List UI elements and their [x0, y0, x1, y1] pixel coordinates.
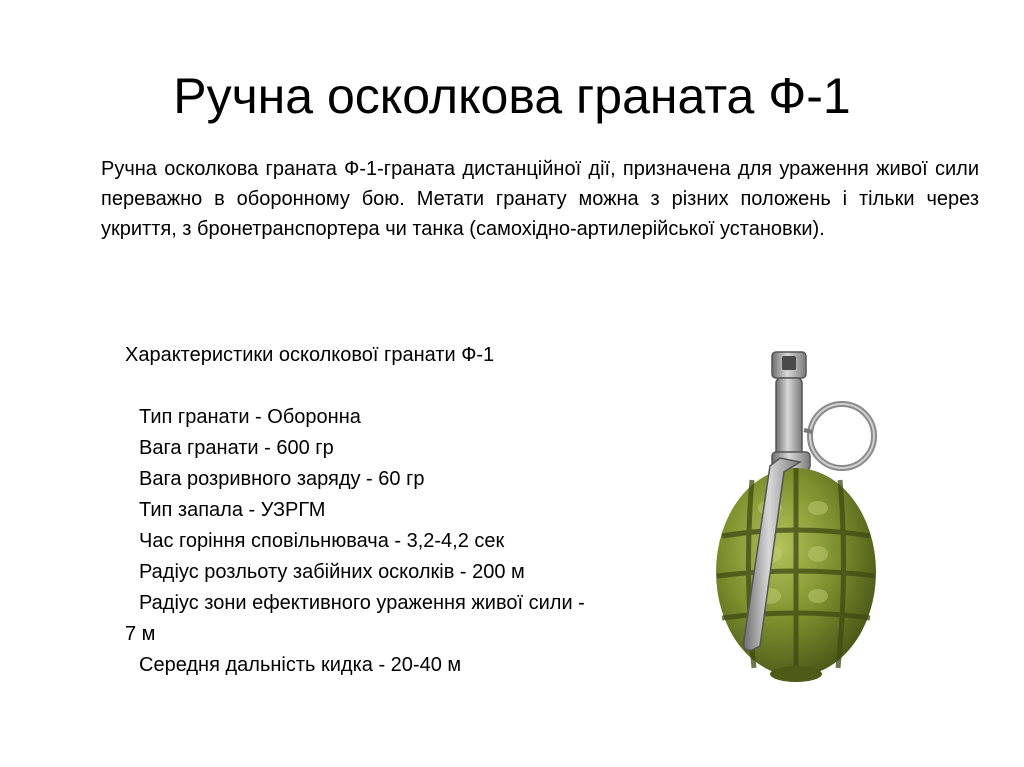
grenade-icon — [700, 340, 900, 700]
spec-item-grenade-type: Тип гранати - Оборонна — [139, 406, 361, 428]
slide-title: Ручна осколкова граната Ф-1 — [173, 68, 851, 124]
intro-paragraph: Ручна осколкова граната Ф-1-граната дистанційної дії, призначена для ураження живої сили переважно в оборонному бою. Метати гранату можна з різних положень і тільки через укриття, з бронетранспортера чи танка (самохідно-артилерійської установки). — [101, 158, 979, 240]
spec-item-fragment-radius: Радіус розльоту забійних осколків - 200 м — [139, 561, 525, 583]
grenade-body-icon — [716, 468, 876, 682]
spec-item-fuse-type: Тип запала - УЗРГМ — [139, 499, 326, 521]
spec-item-grenade-weight: Вага гранати - 600 гр — [139, 437, 334, 459]
specs-heading: Характеристики осколкової гранати Ф-1 — [125, 344, 495, 366]
spec-list — [125, 402, 595, 681]
spec-item-delay-time: Час горіння сповільнювача - 3,2-4,2 сек — [139, 530, 505, 552]
spec-item-effective-radius: Радіус зони ефективного ураження живої сили - 7 м — [125, 592, 585, 645]
spec-item-charge-weight: Вага розривного заряду - 60 гр — [139, 468, 425, 490]
specs-block — [125, 340, 595, 681]
pull-ring-icon — [804, 404, 874, 468]
spec-item-throw-range: Середня дальність кидка - 20-40 м — [139, 654, 462, 676]
fuse-icon — [772, 352, 810, 470]
